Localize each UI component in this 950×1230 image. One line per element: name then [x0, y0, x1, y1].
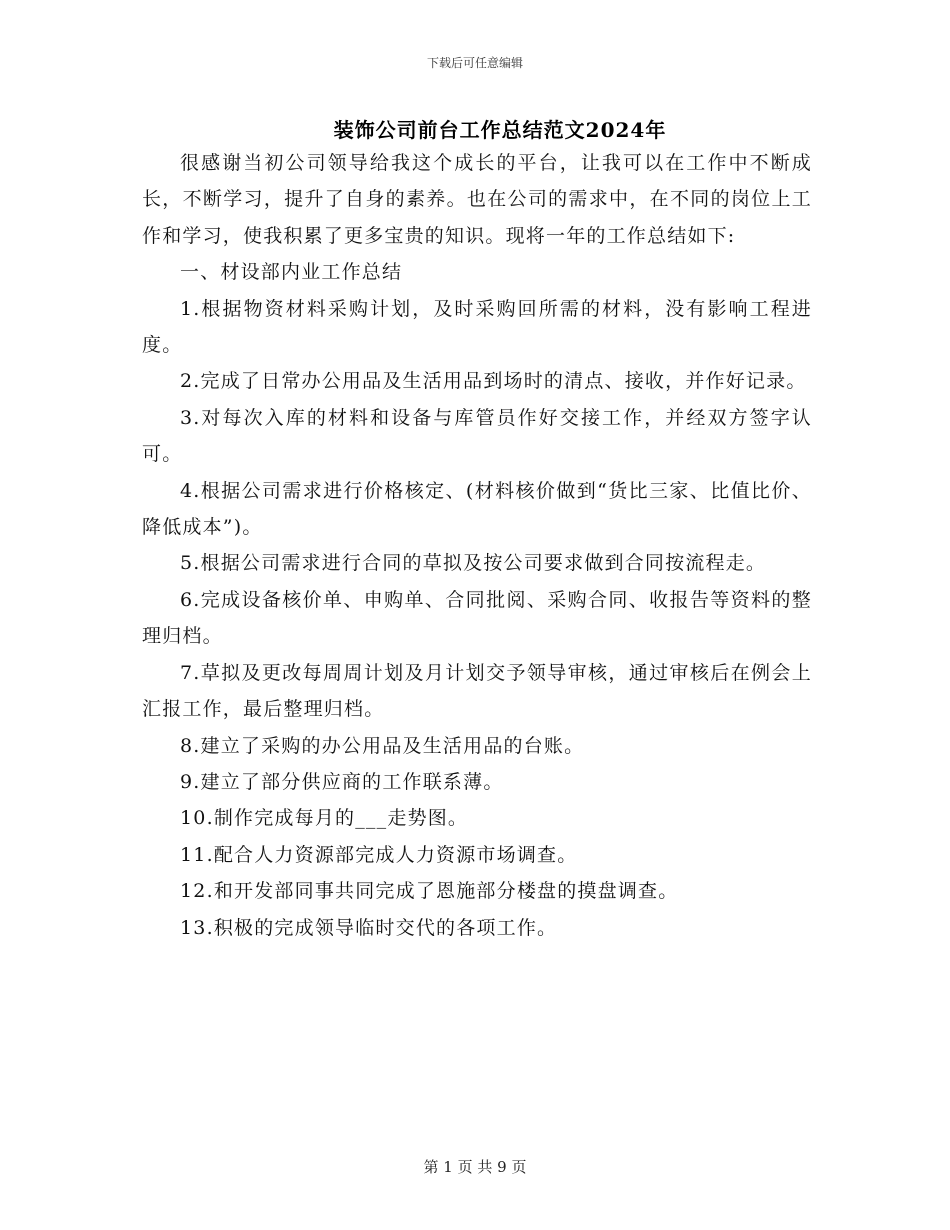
page-number: 第 1 页 共 9 页	[423, 1158, 527, 1176]
list-item: 6.完成设备核价单、申购单、合同批阅、采购合同、收报告等资料的整理归档。	[142, 588, 812, 648]
list-item: 11.配合人力资源部完成人力资源市场调查。	[180, 843, 578, 866]
list-item: 9.建立了部分供应商的工作联系薄。	[180, 770, 504, 793]
document-body	[142, 145, 812, 946]
list-item: 8.建立了采购的办公用品及生活用品的台账。	[180, 734, 585, 757]
list-item: 1.根据物资材料采购计划，及时采购回所需的材料，没有影响工程进度。	[142, 297, 812, 357]
list-item: 3.对每次入库的材料和设备与库管员作好交接工作，并经双方签字认可。	[142, 406, 812, 466]
list-item: 13.积极的完成领导临时交代的各项工作。	[180, 916, 558, 939]
section-heading: 一、材设部内业工作总结	[180, 261, 403, 284]
paragraph-intro: 很感谢当初公司领导给我这个成长的平台，让我可以在工作中不断成长，不断学习，提升了自身的素养。也在公司的需求中，在不同的岗位上工作和学习，使我积累了更多宝贵的知识。现将一年的工作总结如下:	[142, 152, 812, 247]
list-item: 10.制作完成每月的___走势图。	[180, 807, 469, 830]
list-item: 2.完成了日常办公用品及生活用品到场时的清点、接收，并作好记录。	[180, 370, 807, 393]
list-item: 7.草拟及更改每周周计划及月计划交予领导审核，通过审核后在例会上汇报工作，最后整理归档。	[142, 661, 812, 721]
list-item: 5.根据公司需求进行合同的草拟及按公司要求做到合同按流程走。	[180, 552, 767, 575]
list-item: 12.和开发部同事共同完成了恩施部分楼盘的摸盘调查。	[180, 880, 679, 903]
document-title: 装饰公司前台工作总结范文2024年	[333, 118, 667, 142]
page-header-note: 下载后可任意编辑	[426, 56, 523, 70]
list-item: 4.根据公司需求进行价格核定、(材料核价做到“货比三家、比值比价、降低成本”)。	[142, 479, 812, 539]
